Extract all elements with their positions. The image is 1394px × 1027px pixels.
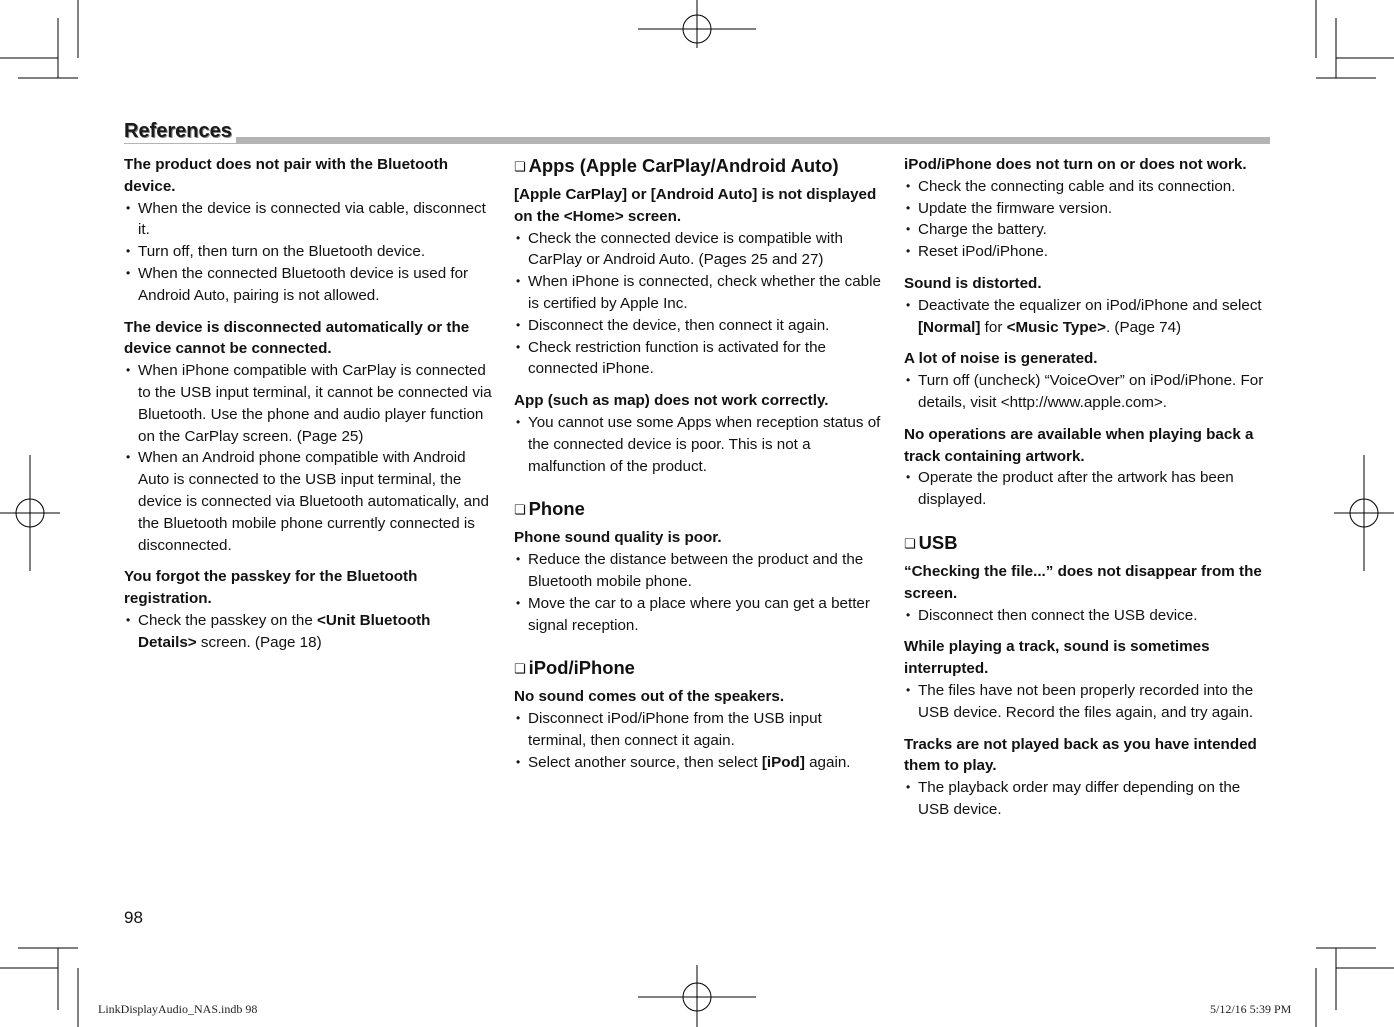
section-heading-ipod: ❏ iPod/iPhone	[514, 657, 635, 679]
page-number: 98	[124, 908, 143, 927]
question: The product does not pair with the Bluetooth device.	[124, 156, 448, 195]
footer-filename: LinkDisplayAudio_NAS.indb 98	[98, 1002, 258, 1016]
list-item: • Check restriction function is activated for the connected iPhone.	[514, 337, 882, 381]
list-item: • Charge the battery.	[904, 219, 1270, 241]
faq-bluetooth-pair	[124, 154, 492, 307]
faq-noise	[904, 348, 1270, 413]
list-item: • Select another source, then select [iPod] again.	[514, 752, 882, 774]
faq-disconnected	[124, 317, 492, 557]
section-heading-usb: ❏ USB	[904, 531, 958, 553]
checkbox-icon: ❏	[904, 535, 916, 551]
question: App (such as map) does not work correctly.	[514, 392, 829, 410]
question: Phone sound quality is poor.	[514, 529, 722, 547]
list-item: • Turn off (uncheck) “VoiceOver” on iPod/iPhone. For details, visit <http://www.apple.com>.	[904, 370, 1270, 414]
list-item: • Operate the product after the artwork has been displayed.	[904, 467, 1270, 511]
list-item: • You cannot use some Apps when reception status of the connected device is poor. This is not a malfunction of the product.	[514, 412, 882, 477]
list-item: • When the connected Bluetooth device is used for Android Auto, pairing is not allowed.	[124, 263, 492, 307]
question: A lot of noise is generated.	[904, 350, 1098, 368]
question: No operations are available when playing back a track containing artwork.	[904, 425, 1254, 465]
checkbox-icon: ❏	[514, 159, 526, 174]
question: “Checking the file...” does not disappear from the screen.	[904, 562, 1262, 602]
list-item: • Disconnect the device, then connect it again.	[514, 315, 882, 337]
list-item: • Check the passkey on the <Unit Bluetooth Details> screen. (Page 18)	[124, 610, 492, 654]
faq-sound-distorted	[904, 273, 1270, 338]
faq-sound-interrupted	[904, 636, 1270, 723]
faq-app-not-working	[514, 390, 882, 477]
faq-ipod-not-on	[904, 154, 1270, 263]
list-item: • When iPhone compatible with CarPlay is connected to the USB input terminal, it cannot be connected via Bluetooth. Use the phone and audio player function on the CarPlay screen. (Page 25)	[124, 360, 492, 447]
faq-phone-quality	[514, 527, 882, 636]
question: Sound is distorted.	[904, 274, 1042, 292]
section-heading-phone: ❏ Phone	[514, 498, 585, 520]
question: You forgot the passkey for the Bluetooth registration.	[124, 568, 418, 608]
checkbox-icon: ❏	[514, 661, 526, 677]
column-2	[514, 154, 882, 784]
list-item: • The playback order may differ depending on the USB device.	[904, 777, 1270, 821]
list-item: • Check the connecting cable and its connection.	[904, 176, 1270, 198]
question: iPod/iPhone does not turn on or does not work.	[904, 156, 1247, 173]
page-title: References	[124, 120, 236, 143]
list-item: • Turn off, then turn on the Bluetooth device.	[124, 241, 492, 263]
faq-playback-order	[904, 734, 1270, 821]
question: No sound comes out of the speakers.	[514, 688, 785, 706]
column-3	[904, 154, 1270, 831]
list-item: • Disconnect iPod/iPhone from the USB input terminal, then connect it again.	[514, 708, 882, 752]
list-item: • Deactivate the equalizer on iPod/iPhone and select [Normal] for <Music Type>. (Page 74)	[904, 295, 1270, 339]
header-rule	[124, 137, 1270, 144]
list-item: • Reduce the distance between the product and the Bluetooth mobile phone.	[514, 549, 882, 593]
list-item: • When an Android phone compatible with Android Auto is connected to the USB input terminal, the device is connected via Bluetooth automatically, and the Bluetooth mobile phone currently connected is disconnected.	[124, 447, 492, 556]
column-1	[124, 154, 492, 664]
list-item: • Disconnect then connect the USB device.	[904, 605, 1270, 627]
list-item: • Move the car to a place where you can get a better signal reception.	[514, 593, 882, 637]
faq-apps-not-displayed	[514, 184, 882, 380]
faq-passkey	[124, 566, 492, 653]
list-item: • Reset iPod/iPhone.	[904, 241, 1270, 263]
page-header	[124, 118, 1270, 148]
list-item: • When iPhone is connected, check whether the cable is certified by Apple Inc.	[514, 271, 882, 315]
footer-timestamp: 5/12/16 5:39 PM	[1210, 1002, 1292, 1016]
checkbox-icon: ❏	[514, 502, 526, 518]
question: Tracks are not played back as you have intended them to play.	[904, 735, 1257, 775]
question: While playing a track, sound is sometimes interrupted.	[904, 638, 1210, 678]
section-heading-apps: ❏ Apps (Apple CarPlay/Android Auto)	[514, 155, 839, 176]
faq-checking-file	[904, 561, 1270, 626]
faq-no-sound	[514, 686, 882, 773]
list-item: • When the device is connected via cable, disconnect it.	[124, 198, 492, 242]
question: The device is disconnected automatically or the device cannot be connected.	[124, 318, 470, 358]
question: [Apple CarPlay] or [Android Auto] is not displayed on the <Home> screen.	[514, 186, 877, 225]
faq-artwork	[904, 424, 1270, 511]
list-item: • The files have not been properly recorded into the USB device. Record the files again, and try again.	[904, 680, 1270, 724]
list-item: • Update the firmware version.	[904, 198, 1270, 220]
list-item: • Check the connected device is compatible with CarPlay or Android Auto. (Pages 25 and 27)	[514, 228, 882, 272]
